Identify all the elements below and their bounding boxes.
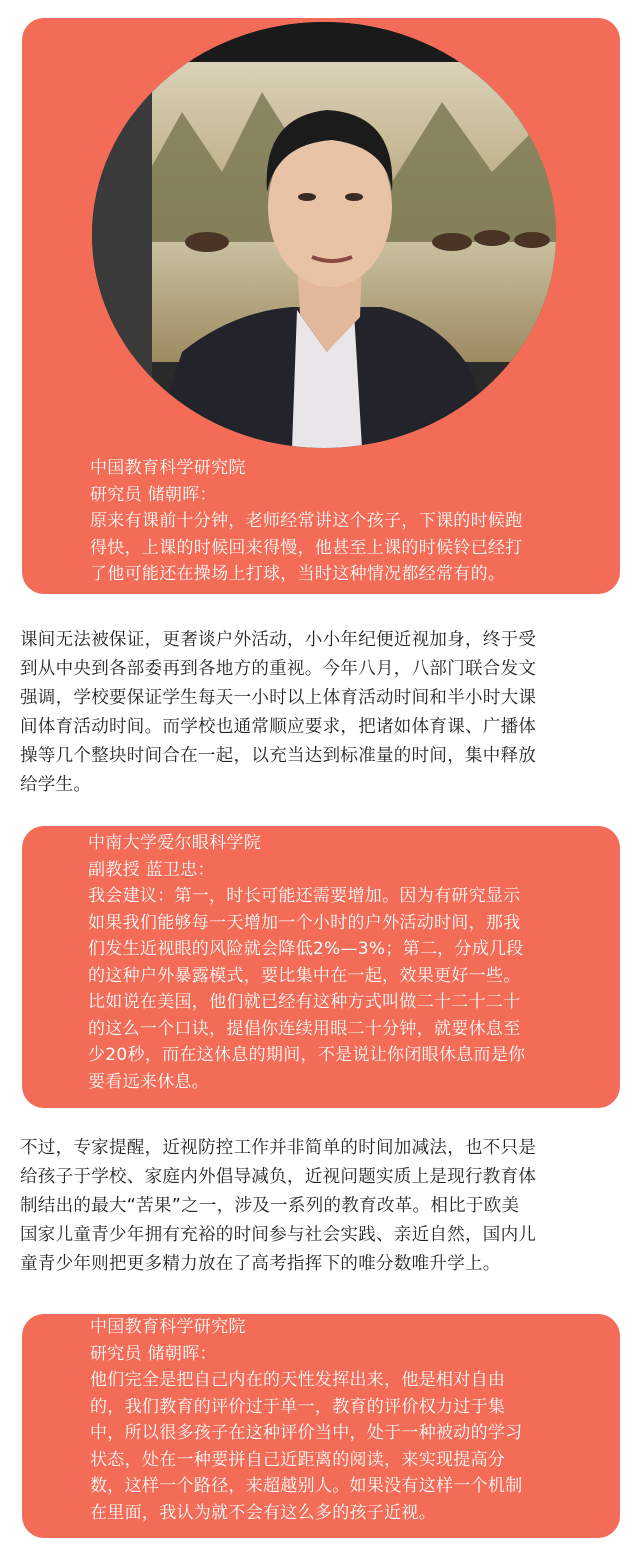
quote-line: 数，这样一个路径，来超越别人。如果没有这样一个机制 [90, 1476, 523, 1496]
speaker-organization: 中南大学爱尔眼科学院 [88, 833, 261, 853]
paragraph-line: 给学生。 [20, 775, 92, 795]
paragraph-line: 不过，专家提醒，近视防控工作并非简单的时间加减法，也不只是 [20, 1138, 537, 1158]
paragraph-line: 课间无法被保证，更奢谈户外活动，小小年纪便近视加身，终于受 [20, 630, 537, 650]
speaker-organization: 中国教育科学研究院 [90, 458, 246, 478]
speaker-name: 研究员 储朝晖： [90, 484, 217, 505]
speaker-name: 研究员 储朝晖： [90, 1343, 217, 1364]
quote-line: 的这么一个口诀，提倡你连续用眼二十分钟，就要休息至 [88, 1018, 521, 1039]
quote-line: 状态，处在一种要拼自己近距离的阅读，来实现提高分 [90, 1449, 506, 1470]
quote-text-3 [90, 1314, 610, 1526]
quote-line: 少20秒，而在这休息的期间，不是说让你闭眼休息而是你 [88, 1045, 526, 1065]
quote-card-3 [22, 1314, 620, 1538]
quote-line: 们发生近视眼的风险就会降低2%—3%；第二，分成几段 [88, 939, 524, 959]
paragraph-line: 操等几个整块时间合在一起，以充当达到标准量的时间，集中释放 [20, 746, 537, 766]
quote-line: 原来有课前十分钟，老师经常讲这个孩子，下课的时候跑 [90, 511, 523, 531]
speaker-name: 副教授 蓝卫忠： [88, 859, 215, 880]
quote-text-1 [90, 455, 610, 588]
quote-line: 中，所以很多孩子在这种评价当中，处于一种被动的学习 [90, 1423, 523, 1443]
speaker-organization: 中国教育科学研究院 [90, 1317, 246, 1337]
paragraph-line: 国家儿童青少年拥有充裕的时间参与社会实践、亲近自然，国内儿 [20, 1225, 537, 1245]
body-paragraph-2 [20, 1134, 624, 1279]
paragraph-line: 童青少年则把更多精力放在了高考指挥下的唯分数唯升学上。 [20, 1254, 501, 1274]
body-paragraph-1 [20, 626, 624, 800]
interview-photo-illustration [92, 22, 556, 448]
quote-line: 在里面，我认为就不会有这么多的孩子近视。 [90, 1502, 436, 1523]
quote-text-2 [88, 830, 610, 1095]
paragraph-line: 到从中央到各部委再到各地方的重视。今年八月，八部门联合发文 [20, 659, 537, 679]
quote-line: 要看远来休息。 [88, 1071, 210, 1092]
paragraph-line: 强调，学校要保证学生每天一小时以上体育活动时间和半小时大课 [20, 688, 537, 708]
paragraph-line: 制结出的最大“苦果”之一，涉及一系列的教育改革。相比于欧美 [20, 1196, 520, 1216]
interview-photo [92, 22, 556, 448]
paragraph-line: 给孩子于学校、家庭内外倡导减负，近视问题实质上是现行教育体 [20, 1167, 537, 1187]
quote-line: 如果我们能够每一天增加一个小时的户外活动时间，那我 [88, 912, 521, 933]
quote-line: 的这种户外暴露模式，要比集中在一起，效果更好一些。 [88, 965, 521, 986]
quote-card-1 [22, 18, 620, 594]
paragraph-line: 间体育活动时间。而学校也通常顺应要求，把诸如体育课、广播体 [20, 717, 537, 737]
quote-line: 他们完全是把自己内在的天性发挥出来，他是相对自由 [90, 1370, 506, 1390]
quote-card-2 [22, 826, 620, 1108]
quote-line: 得快，上课的时候回来得慢，他甚至上课的时候铃已经打 [90, 537, 523, 558]
quote-line: 我会建议：第一，时长可能还需要增加。因为有研究显示 [88, 886, 521, 906]
quote-line: 了他可能还在操场上打球，当时这种情况都经常有的。 [90, 564, 506, 584]
quote-line: 的，我们教育的评价过于单一，教育的评价权力过于集 [90, 1396, 506, 1417]
quote-line: 比如说在美国，他们就已经有这种方式叫做二十二十二十 [88, 992, 521, 1012]
